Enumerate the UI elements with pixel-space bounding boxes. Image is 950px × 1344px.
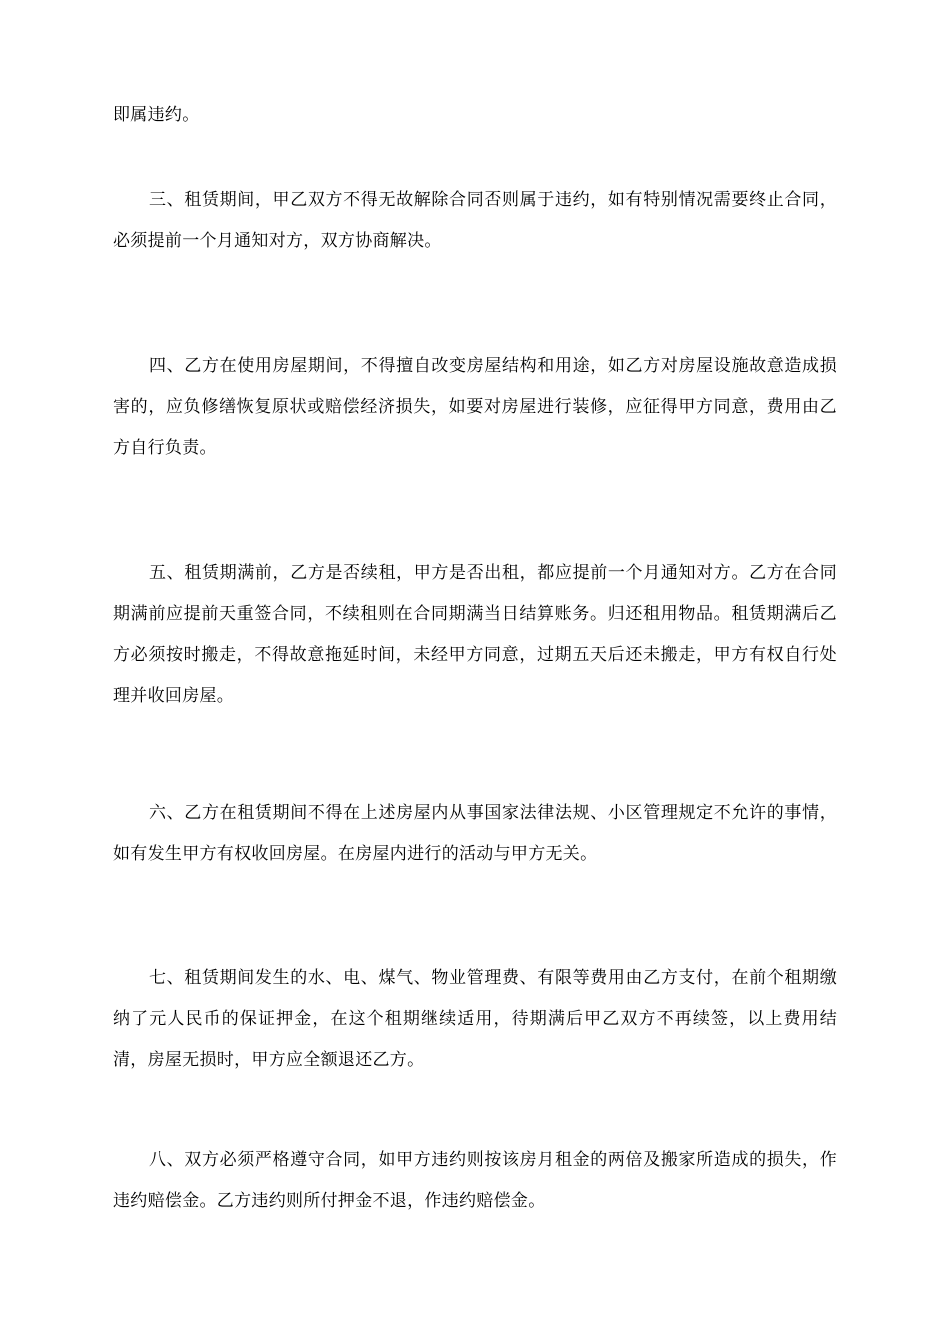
clause-6: 六、乙方在租赁期间不得在上述房屋内从事国家法律法规、小区管理规定不允许的事情，如有发生甲方有权收回房屋。在房屋内进行的活动与甲方无关。: [113, 803, 837, 864]
clause-8: 八、双方必须严格遵守合同，如甲方违约则按该房月租金的两倍及搬家所造成的损失，作违约赔偿金。乙方违约则所付押金不退，作违约赔偿金。: [113, 1150, 837, 1211]
clause-7: 七、租赁期间发生的水、电、煤气、物业管理费、有限等费用由乙方支付，在前个租期缴纳了元人民币的保证押金，在这个租期继续适用，待期满后甲乙双方不再续签，以上费用结清，房屋无损时，甲方应全额退还乙方。: [113, 968, 837, 1070]
clause-5: 五、租赁期满前，乙方是否续租，甲方是否出租，都应提前一个月通知对方。乙方在合同期满前应提前天重签合同，不续租则在合同期满当日结算账务。归还租用物品。租赁期满后乙方必须按时搬走，不得故意拖延时间，未经甲方同意，过期五天后还未搬走，甲方有权自行处理并收回房屋。: [113, 563, 837, 706]
paragraph-continuation: 即属违约。: [113, 105, 200, 125]
clause-3: 三、租赁期间，甲乙双方不得无故解除合同否则属于违约，如有特别情况需要终止合同，必须提前一个月通知对方，双方协商解决。: [113, 190, 837, 251]
clause-4: 四、乙方在使用房屋期间，不得擅自改变房屋结构和用途，如乙方对房屋设施故意造成损害的，应负修缮恢复原状或赔偿经济损失，如要对房屋进行装修，应征得甲方同意，费用由乙方自行负责。: [113, 356, 837, 458]
